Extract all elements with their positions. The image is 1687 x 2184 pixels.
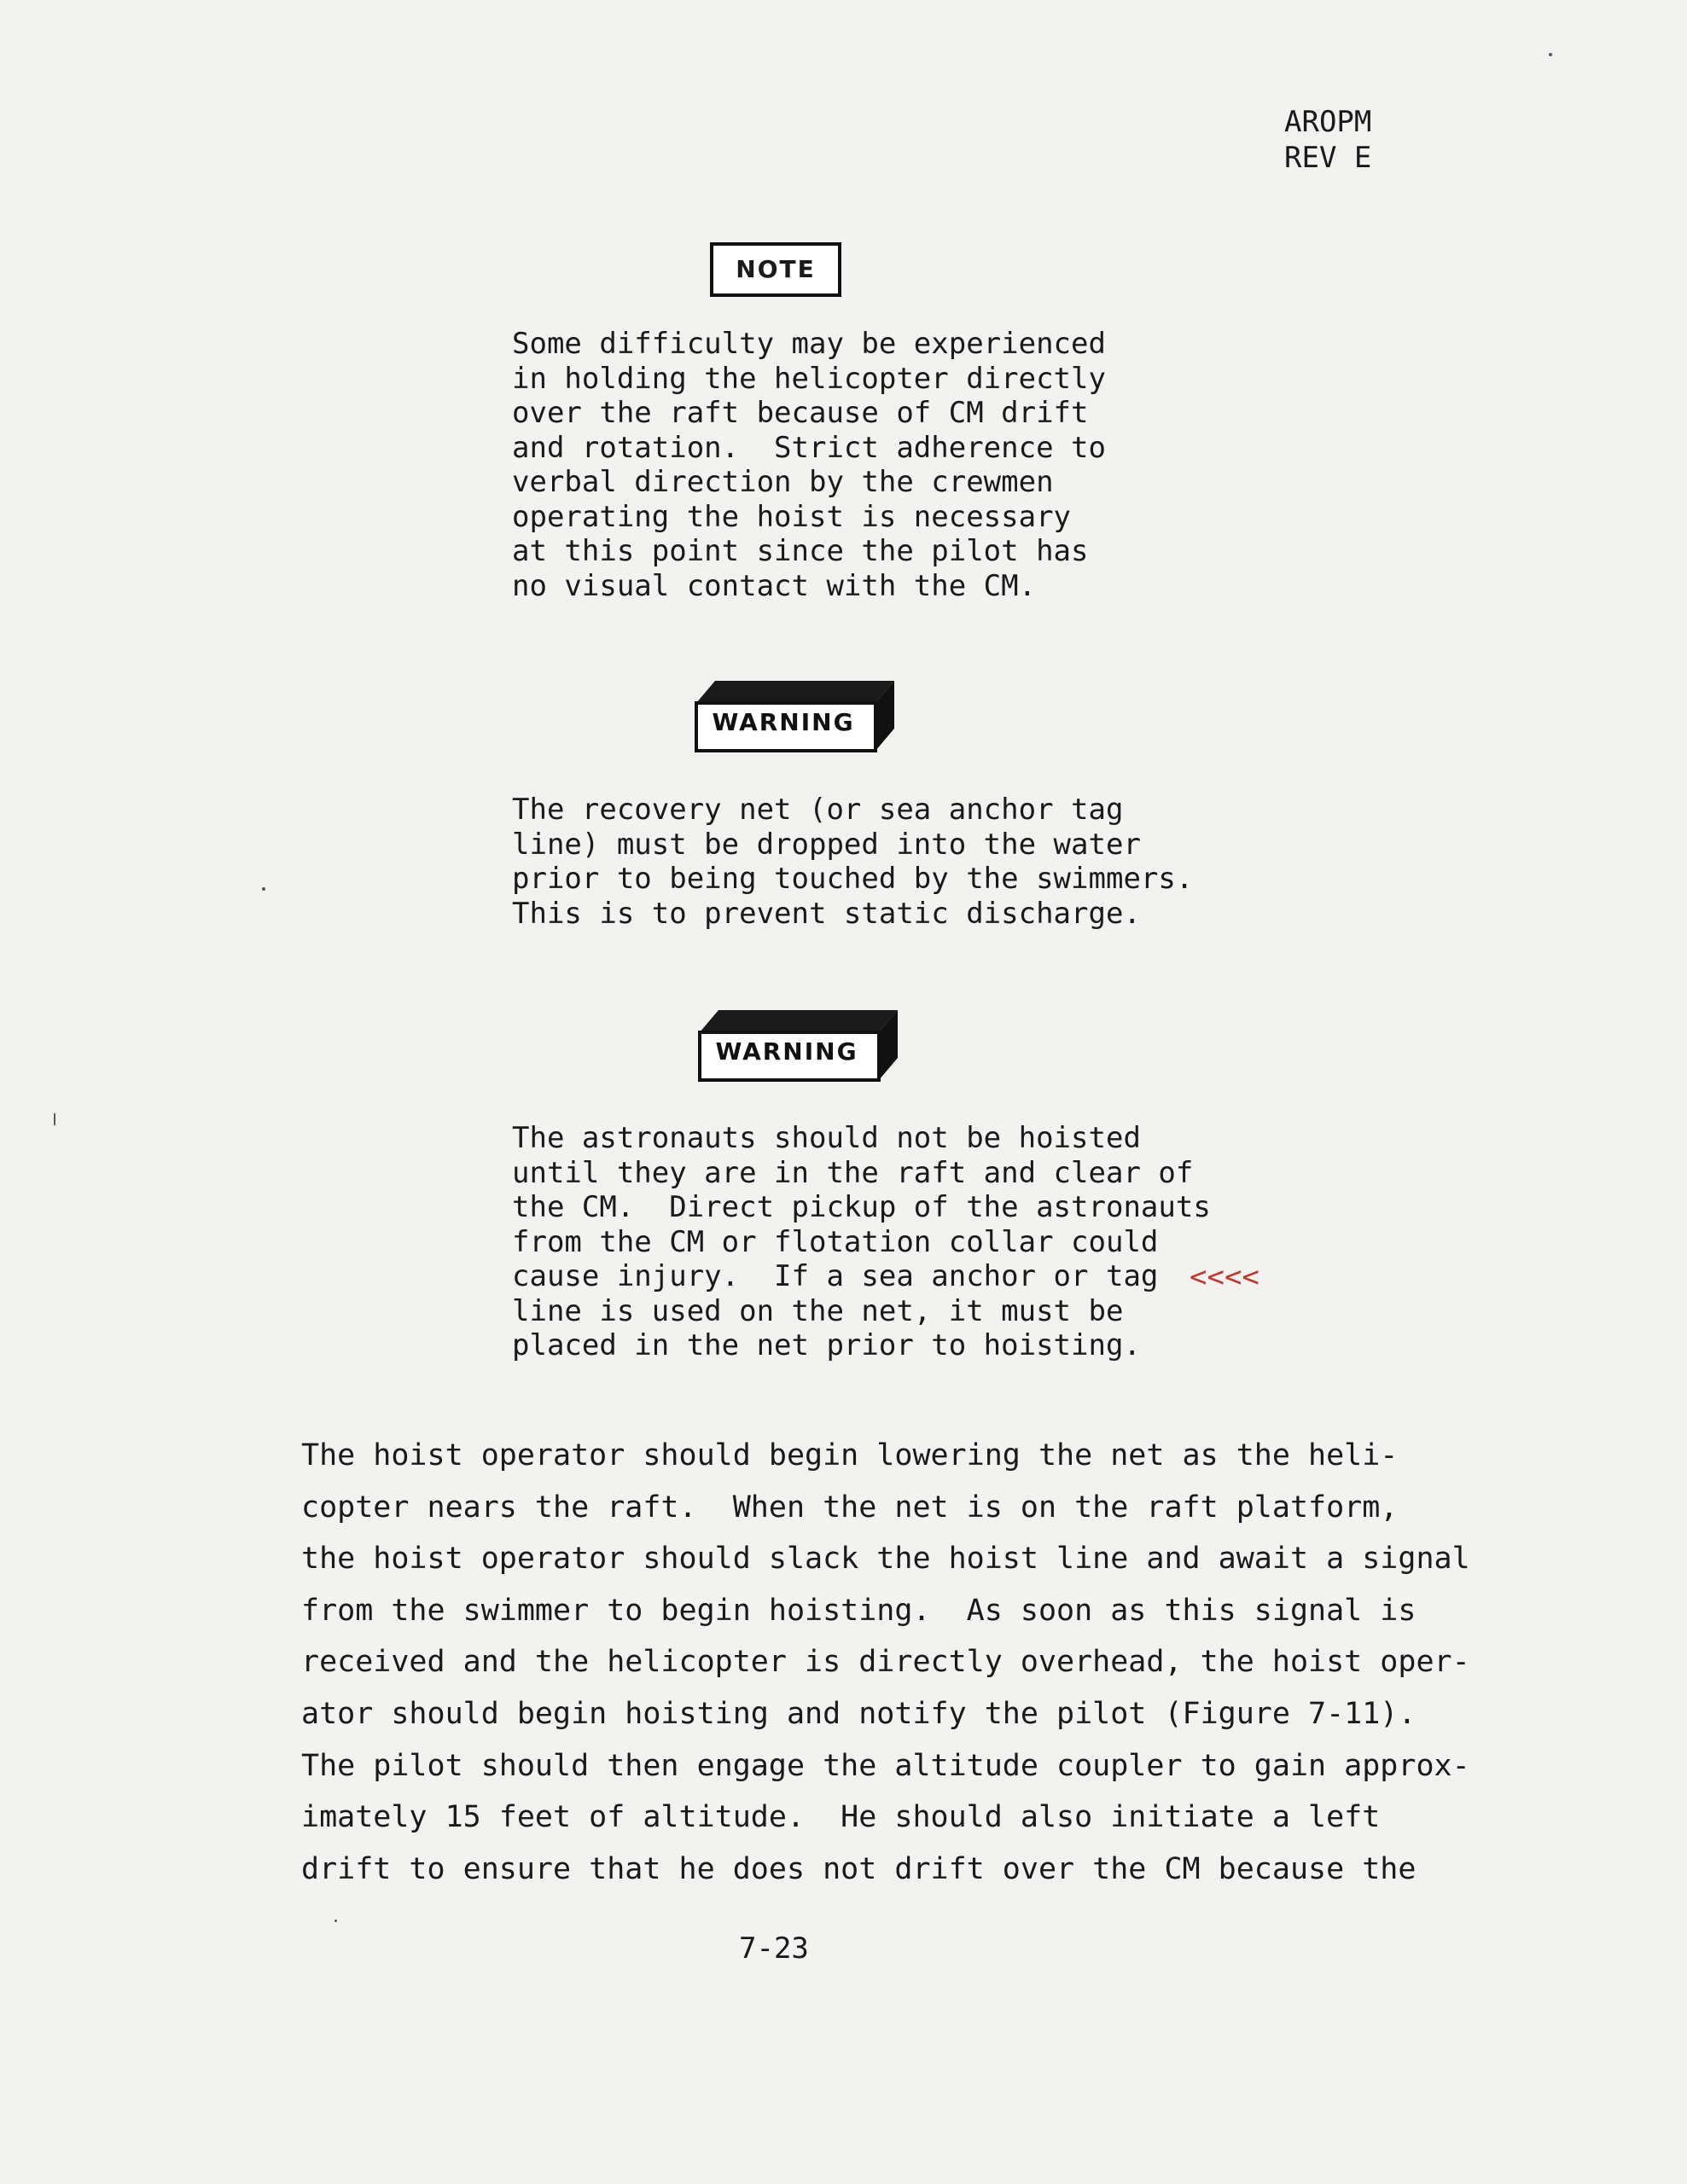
body-line: the hoist operator should slack the hoist line and await a signal: [301, 1542, 1470, 1577]
warning-line: cause injury. If a sea anchor or tag: [512, 1259, 1159, 1293]
note-line: no visual contact with the CM.: [512, 568, 1037, 603]
scan-speck: [1549, 53, 1552, 56]
warning-1-text: [512, 793, 1193, 931]
note-line: operating the hoist is necessary: [512, 499, 1072, 534]
warning-line: the CM. Direct pickup of the astronauts: [512, 1190, 1211, 1224]
body-paragraph: [301, 1430, 1470, 1895]
warning-label: WARNING: [715, 1037, 858, 1066]
body-line: ator should begin hoisting and notify the pilot (Figure 7-11).: [301, 1696, 1416, 1731]
revision-marker: <<<<: [1190, 1260, 1259, 1294]
body-line: copter nears the raft. When the net is on the raft platform,: [301, 1490, 1399, 1525]
warning-label: WARNING: [712, 708, 855, 736]
warning-line: The astronauts should not be hoisted: [512, 1121, 1141, 1155]
document-header: [1284, 104, 1371, 176]
note-text: [512, 327, 1106, 603]
warning-line: line is used on the net, it must be: [512, 1293, 1124, 1328]
warning-line: from the CM or flotation collar could: [512, 1224, 1159, 1259]
warning-line: placed in the net prior to hoisting.: [512, 1328, 1141, 1362]
body-line: imately 15 feet of altitude. He should also initiate a left: [301, 1800, 1381, 1835]
warning-line: This is to prevent static discharge.: [512, 896, 1141, 931]
warning-line: prior to being touched by the swimmers.: [512, 862, 1194, 896]
note-line: in holding the helicopter directly: [512, 361, 1106, 396]
header-line-1: AROPM: [1284, 105, 1372, 139]
note-line: Some difficulty may be experienced: [512, 327, 1106, 361]
body-line: The pilot should then engage the altitude coupler to gain approx-: [301, 1748, 1470, 1783]
warning-line: line) must be dropped into the water: [512, 827, 1141, 862]
warning-line: The recovery net (or sea anchor tag: [512, 793, 1124, 827]
warning-2-text: [512, 1121, 1211, 1363]
scan-speck: [334, 1920, 337, 1922]
page-number: 7-23: [739, 1931, 809, 1966]
note-line: over the raft because of CM drift: [512, 396, 1089, 430]
header-line-2: REV E: [1284, 141, 1372, 175]
warning-label-box: [689, 676, 894, 752]
scan-speck: [262, 887, 265, 891]
body-line: The hoist operator should begin lowering the net as the heli-: [301, 1438, 1399, 1472]
body-line: received and the helicopter is directly overhead, the hoist oper-: [301, 1645, 1470, 1680]
body-line: drift to ensure that he does not drift over the CM because the: [301, 1851, 1416, 1886]
warning-line: until they are in the raft and clear of: [512, 1155, 1194, 1190]
note-line: at this point since the pilot has: [512, 534, 1089, 568]
note-line: and rotation. Strict adherence to: [512, 430, 1106, 465]
note-label: NOTE: [710, 242, 841, 297]
warning-label-box: [693, 1005, 898, 1082]
body-line: from the swimmer to begin hoisting. As soon as this signal is: [301, 1593, 1416, 1628]
note-line: verbal direction by the crewmen: [512, 465, 1054, 499]
scan-speck: [54, 1113, 55, 1125]
